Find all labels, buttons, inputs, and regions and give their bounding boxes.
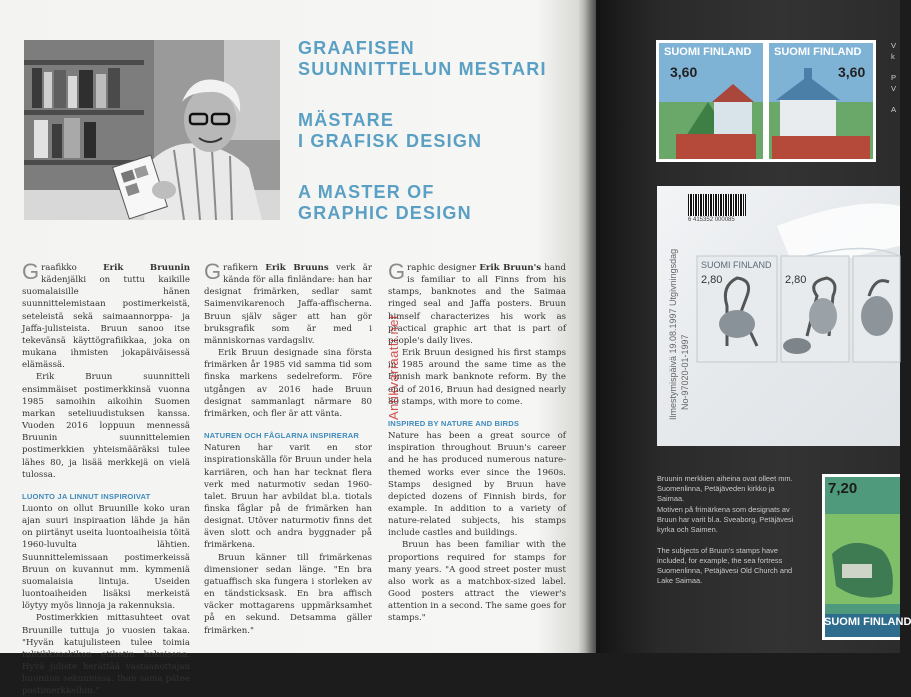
- sheet-country-label: SUOMI FINLAND: [701, 260, 772, 270]
- paragraph: Erik Bruun designade sina första frimärken år 1985 vid samma tid som finska markens sedelreform. Före utgången av 2016 hade Bruun designat sammanlagt närmare 80 frimärken, och fler är att vänta.: [204, 348, 372, 419]
- paragraph: Luonto on ollut Bruunille koko uran ajan suuri inspiraation lähde ja hän on piirtänyt useita luontoaiheisia töitä 1960-luvulta lähtien. Suunnittelemissaan postimerkeissä Bruun on kuvannut mm. kymmeniä suomalaisia lintuja. Useiden luontoaiheiden lisäksi merkeistä löytyy myös linnoja ja rakennuksia.: [22, 503, 190, 612]
- subheading: INSPIRED BY NATURE AND BIRDS: [388, 418, 520, 428]
- title-english: A MASTER OF GRAPHIC DESIGN: [298, 182, 472, 223]
- caption-finnish: Bruunin merkkien aiheina ovat olleet mm. Suomenlinna, Petäjäveden kirkko ja Saimaa.: [657, 474, 793, 503]
- sheet-stamp-value: 2,80: [785, 274, 807, 286]
- paragraph: Postimerkkien mittasuhteet ovat Bruunille tuttuja jo vuosien takaa. "Hyvän katujulisteen tulee toimia tulitikkuaskikon etiketin kokoisena. Hyvä juliste herättää vastaanottajan huomion sekunnissa. Ihan sama pätee postimerkkeihin.": [22, 613, 190, 697]
- single-stamp: [822, 474, 911, 640]
- barcode: [688, 194, 746, 216]
- sheet-issue-code: No-97020-01-1997: [680, 334, 690, 410]
- title-swedish: MÄSTARE I GRAFISK DESIGN: [298, 110, 483, 151]
- stamp-country-label: SUOMI FINLAND: [664, 46, 752, 58]
- paragraph-intro: [22, 259, 190, 371]
- subheading: LUONTO JA LINNUT INSPIROIVAT: [22, 491, 151, 501]
- caption-english: The subjects of Bruun's stamps have included, for example, the sea fortress Suomenlinna, Petäjävesi Old Church and Lake Saimaa.: [657, 546, 793, 585]
- column-finnish: [22, 259, 190, 697]
- crane-stamps-artwork: [657, 186, 900, 446]
- barcode-number: 6 415352 000085: [688, 217, 735, 223]
- stamp-value: 3,60: [670, 64, 698, 80]
- paragraph-intro: [204, 259, 373, 347]
- edge-letter: V: [891, 41, 897, 50]
- text-run: hand is familiar to all Finns from his stamps, banknotes and the Saimaa ringed seal and Jaffa posters. Bruun himself characterizes his work as practical graphic art that is part of people's daily lives.: [388, 263, 566, 346]
- subheading: NATUREN OCH FÅGLARNA INSPIRERAR: [204, 431, 360, 441]
- single-stamp-country: SUOMI FINLAND: [824, 616, 911, 628]
- title-finnish: GRAAFISEN SUUNNITTELUN MESTARI: [298, 38, 547, 79]
- drop-cap: G: [22, 259, 40, 284]
- caption-swedish: Motiven på frimärkena som designats av Bruun har varit bl.a. Sveaborg, Petäjävesi kyrka och Saimen.: [657, 505, 794, 534]
- edge-letter: k: [891, 52, 895, 61]
- edge-letter: V: [891, 84, 897, 93]
- watermark: Antikvariaatti.net: [386, 314, 401, 420]
- souvenir-sheet: [657, 186, 900, 446]
- paragraph: Erik Bruun designed his first stamps in 1985 around the same time as the Finnish mark banknote reform. By the end of 2016, Bruun had designed nearly 80 stamps, with more to come.: [388, 348, 566, 407]
- sheet-stamp-value: 2,80: [701, 274, 723, 286]
- column-swedish: [204, 259, 373, 637]
- stamp-pair: [656, 40, 876, 162]
- paragraph: Naturen har varit en stor inspirationskälla för Bruun under hela karriären, och han har tecknat flera verk med naturmotiv sedan 1960-talet. Bruun har avbildat bl.a. tiotals finska fåglar på de frimärken han designat. Utöver naturmotiv finns det även slott och andra byggnader på frimärkena.: [204, 443, 372, 551]
- designer-name: Erik Bruun's: [479, 263, 542, 273]
- stamp-country-label: SUOMI FINLAND: [774, 46, 862, 58]
- drop-cap: G: [388, 259, 406, 284]
- paragraph: Nature has been a great source of inspiration throughout Bruun's career and he has produced numerous nature-themed works ever since the 1960s. Stamps designed by Bruun have depicted dozens of Finnish birds, for example. In addition to a variety of nature-related subjects, his stamps include castles and buildings.: [388, 431, 566, 539]
- text-run: raafikko: [41, 263, 104, 273]
- text-run: verk är kända för alla finländare: han har designat frimärken, sedlar samt Saimenvikarenoch Jaffa-affischerna. Bruun själv säger att han gör bruksgrafik som är med i människornas vardagsliv.: [204, 263, 373, 346]
- text-run: rafikern: [223, 263, 266, 273]
- stamp-pair-artwork: [656, 40, 876, 162]
- edge-letter: P: [891, 73, 897, 82]
- portrait-photo: [24, 40, 280, 220]
- edge-letter: A: [891, 105, 897, 114]
- paragraph: Bruun has been familiar with the proportions required for stamps for many years. "A good street poster must also work as a matchbox-sized label. Good posters attract the viewer's attention in a second. The same goes for stamps.": [388, 540, 566, 624]
- designer-name: Erik Bruunin: [103, 263, 190, 273]
- single-stamp-value: 7,20: [828, 480, 858, 497]
- text-run: kädenjälki on tuttu kaikille suomalaisille hänen suunnittelemistaan postimerkeistä, seteleistä sekä saimaannorppa- ja Jaffa-julisteista. Bruun sanoo itse tekevänsä käyttögrafiikkaa, joka on mukana ihmisten jokapäiväisessä elämässä.: [22, 275, 190, 371]
- paragraph: Bruun känner till frimärkenas dimensioner sedan länge. "En bra gatuaffisch ska fungera i storleken av en tändsticksask. En bra affisch väcker mottagarens uppmärksamhet på en sekund. Detsamma gäller frimärken.": [204, 552, 372, 636]
- designer-name: Erik Bruuns: [265, 263, 329, 273]
- paragraph-intro: [388, 259, 566, 347]
- portrait-illustration: [24, 40, 280, 220]
- column-english: [388, 259, 566, 625]
- stamp-value: 3,60: [838, 64, 866, 80]
- sheet-issue-date: Ilmestymispäivä 19.08.1997 Utgivningsdag: [668, 248, 678, 420]
- paragraph: Erik Bruun suunnitteli ensimmäiset postimerkkinsä vuonna 1985 samoihin aikoihin Suomen markan seteliuudistuksen kanssa. Vuoden 2016 loppuun mennessä Bruunin suunnittelemien postimerkkien yhteismääräksi tulee lähes 80, ja lisää merkkejä on vielä tulossa.: [22, 372, 190, 480]
- drop-cap: G: [204, 259, 222, 284]
- text-run: raphic designer: [407, 263, 480, 273]
